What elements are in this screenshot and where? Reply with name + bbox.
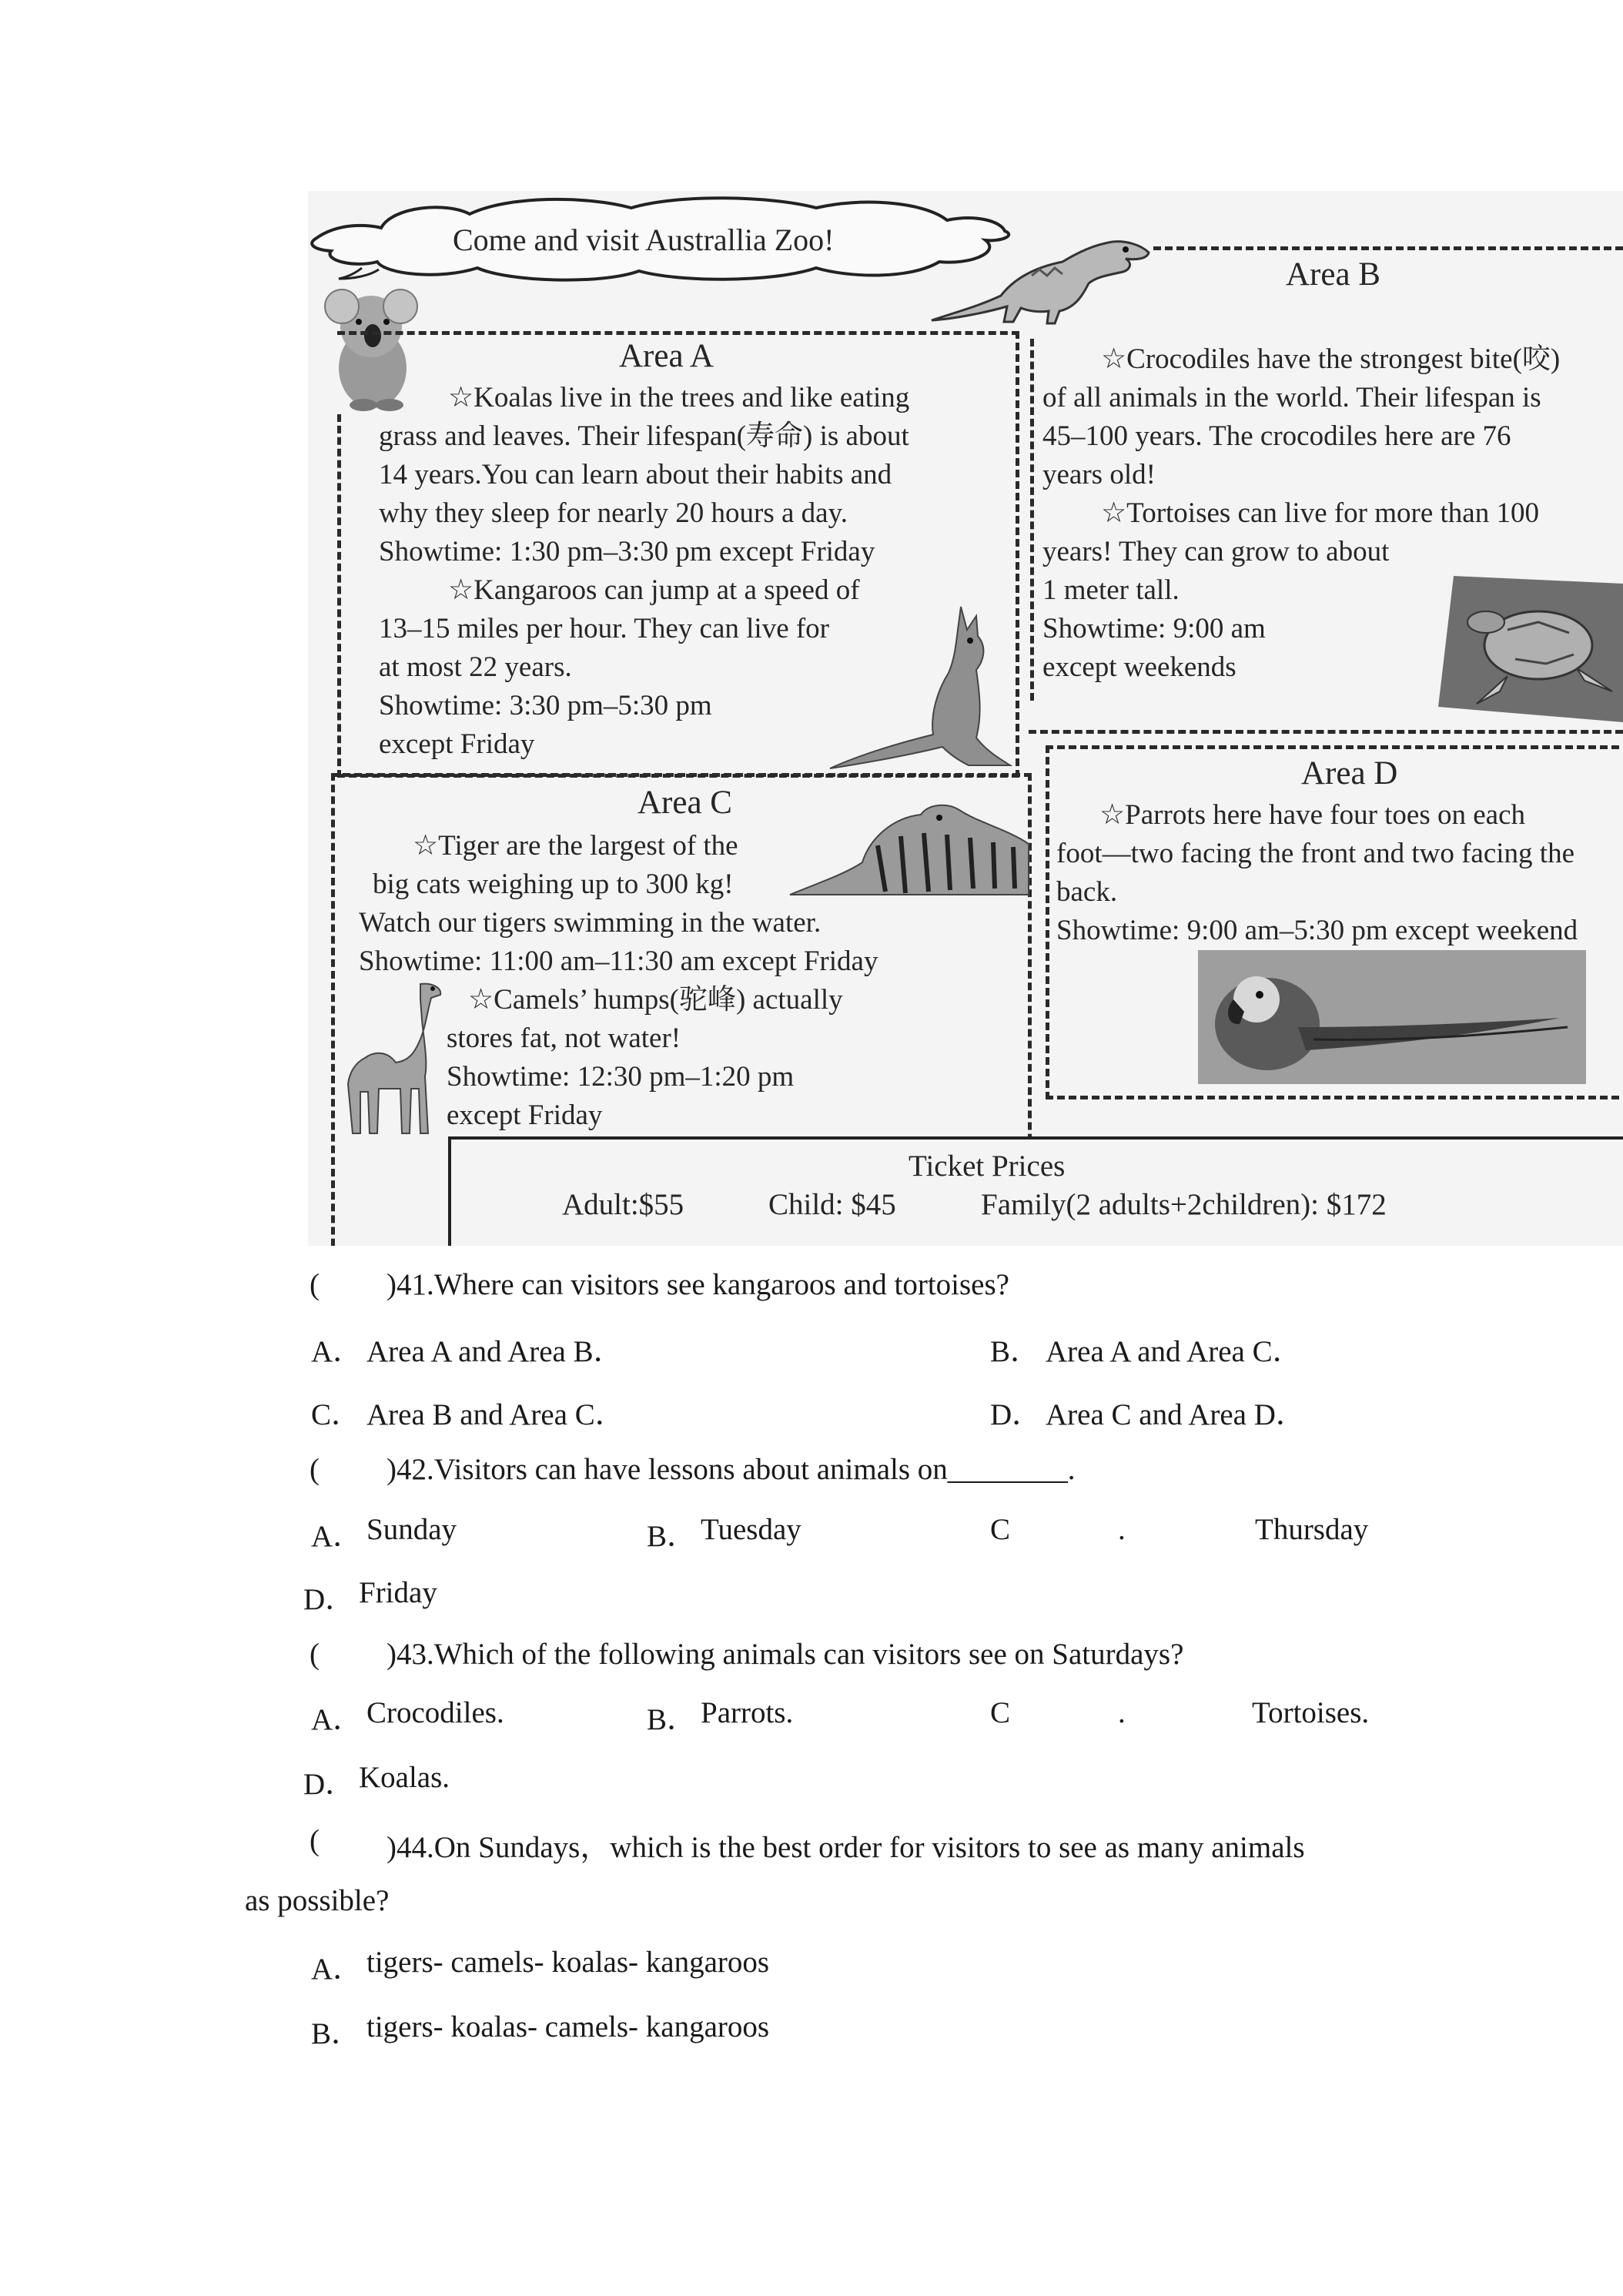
option-letter: B． — [647, 1703, 698, 1736]
option-text: tigers- koalas- camels- kangaroos — [366, 2010, 770, 2043]
option-letter: A． — [311, 1520, 363, 1553]
option-text: Sunday — [366, 1513, 457, 1546]
area-d-line: foot—two facing the front and two facing the — [1056, 838, 1574, 869]
option-letter: A． — [311, 1953, 363, 1986]
option-letter: D． — [303, 1583, 356, 1616]
zoo-poster — [308, 191, 1623, 1246]
area-c-line: Showtime: 12:30 pm–1:20 pm — [447, 1061, 795, 1093]
area-c-line: except Friday — [447, 1099, 603, 1131]
area-c-line: ☆Tiger are the largest of the — [413, 830, 738, 862]
option-text: Tortoises. — [1252, 1696, 1370, 1729]
option-letter: D． — [990, 1398, 1042, 1431]
area-b-line: years old! — [1042, 459, 1156, 490]
option-text: Area B and Area C． — [366, 1398, 625, 1431]
option-text: Parrots. — [701, 1696, 794, 1729]
area-c-title: Area C — [637, 785, 732, 821]
option-dot: . — [1118, 1696, 1126, 1729]
option-letter: B． — [311, 2017, 362, 2050]
option-letter: C — [990, 1696, 1011, 1729]
option-text: Tuesday — [701, 1513, 801, 1546]
area-a-line: grass and leaves. Their lifespan(寿命) is about — [379, 420, 909, 452]
option-letter: D． — [303, 1768, 356, 1801]
area-d-line: Showtime: 9:00 am–5:30 pm except weekend — [1056, 915, 1578, 946]
crocodile-icon — [924, 222, 1155, 330]
answer-blank[interactable]: ( — [310, 1453, 320, 1486]
answer-blank[interactable]: ( — [310, 1638, 320, 1671]
area-d-line: back. — [1056, 876, 1118, 908]
banner-title: Come and visit Australlia Zoo! — [453, 223, 835, 257]
area-b-line: Showtime: 9:00 am — [1042, 613, 1266, 644]
option-letter: A． — [311, 1335, 363, 1368]
area-b-line: ☆Crocodiles have the strongest bite(咬) — [1101, 343, 1561, 375]
area-a-line: 13–15 miles per hour. They can live for — [379, 613, 830, 644]
area-a-line: except Friday — [379, 728, 535, 760]
option-letter: B． — [990, 1335, 1041, 1368]
option-text: Koalas. — [359, 1761, 450, 1794]
area-a-title: Area A — [619, 338, 714, 374]
question-stem-continued: as possible? — [245, 1884, 390, 1917]
answer-blank[interactable]: ( — [310, 1824, 320, 1857]
option-dot: . — [1118, 1513, 1126, 1546]
tortoise-icon — [1431, 568, 1623, 722]
area-d-line: ☆Parrots here have four toes on each — [1099, 799, 1526, 831]
area-b-line: years! They can grow to about — [1042, 536, 1390, 567]
question-stem: )44.On Sundays，which is the best order for visitors to see as many animals — [387, 1831, 1305, 1864]
option-letter: C — [990, 1513, 1011, 1546]
kangaroo-icon — [825, 599, 1018, 776]
area-a-line: 14 years.You can learn about their habits and — [379, 459, 892, 490]
option-text: Friday — [359, 1576, 437, 1609]
option-text: Crocodiles. — [366, 1696, 504, 1729]
question-stem: )42.Visitors can have lessons about animals on________. — [387, 1453, 1076, 1486]
option-text: Area A and Area B． — [366, 1335, 624, 1368]
area-a-line: ☆Kangaroos can jump at a speed of — [448, 574, 860, 606]
option-text: Thursday — [1255, 1513, 1369, 1546]
area-b-line: except weekends — [1042, 651, 1236, 683]
ticket-title: Ticket Prices — [909, 1150, 1066, 1183]
camel-icon — [334, 976, 450, 1138]
area-c-line: Watch our tigers swimming in the water. — [359, 907, 822, 939]
area-b-title: Area B — [1286, 256, 1380, 293]
area-a-line: why they sleep for nearly 20 hours a day. — [379, 497, 848, 529]
parrot-icon — [1198, 950, 1586, 1084]
area-b-line: 45–100 years. The crocodiles here are 76 — [1042, 420, 1511, 452]
option-text: Area C and Area D． — [1046, 1398, 1306, 1431]
area-c-line: big cats weighing up to 300 kg! — [373, 869, 734, 900]
ticket-child: Child: $45 — [768, 1188, 896, 1221]
area-b-line: of all animals in the world. Their lifespan is — [1042, 382, 1541, 413]
area-c-line: ☆Camels’ humps(驼峰) actually — [468, 984, 843, 1016]
question-stem: )41.Where can visitors see kangaroos and tortoises? — [387, 1268, 1009, 1301]
option-letter: B． — [647, 1520, 698, 1553]
area-c-line: Showtime: 11:00 am–11:30 am except Friday — [359, 946, 878, 977]
answer-blank[interactable]: ( — [310, 1268, 320, 1301]
area-a-line: at most 22 years. — [379, 651, 572, 683]
area-c-line: stores fat, not water! — [447, 1022, 681, 1054]
ticket-family: Family(2 adults+2children): $172 — [981, 1188, 1387, 1221]
option-letter: A． — [311, 1703, 363, 1736]
option-text: tigers- camels- koalas- kangaroos — [366, 1946, 770, 1979]
question-stem: )43.Which of the following animals can visitors see on Saturdays? — [387, 1638, 1184, 1671]
area-a-line: ☆Koalas live in the trees and like eating — [448, 382, 910, 413]
area-a-line: Showtime: 3:30 pm–5:30 pm — [379, 690, 712, 721]
area-d-title: Area D — [1301, 755, 1398, 792]
area-b-line: 1 meter tall. — [1042, 574, 1180, 606]
option-letter: C． — [311, 1398, 362, 1431]
area-a-line: Showtime: 1:30 pm–3:30 pm except Friday — [379, 536, 875, 567]
tiger-icon — [785, 799, 1032, 907]
area-b-line: ☆Tortoises can live for more than 100 — [1101, 497, 1539, 529]
option-text: Area A and Area C． — [1046, 1335, 1303, 1368]
ticket-adult: Adult:$55 — [562, 1188, 684, 1221]
